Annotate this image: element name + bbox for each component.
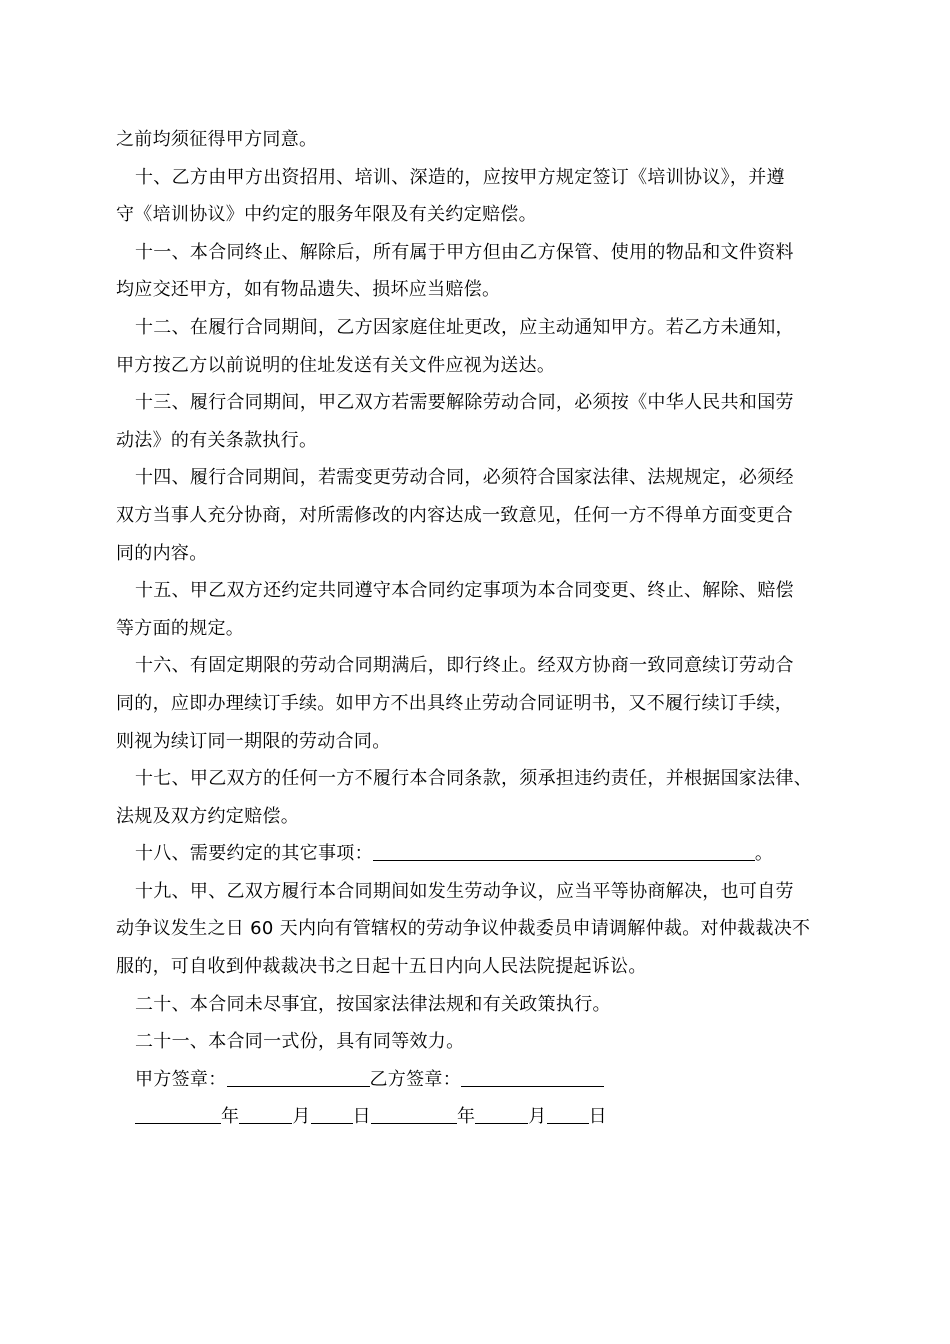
- clause-15-line-1: 十五、甲乙双方还约定共同遵守本合同约定事项为本合同变更、终止、解除、赔偿: [135, 580, 794, 602]
- month-label: 月: [292, 1106, 311, 1128]
- clause-19-line-1: 十九、甲、乙双方履行本合同期间如发生劳动争议，应当平等协商解决，也可自劳: [135, 880, 794, 902]
- clause-19-line-2: 动争议发生之日 60 天内向有管辖权的劳动争议仲裁委员申请调解仲裁。对仲裁裁决不: [116, 918, 811, 940]
- clause-10-line-2: 守《培训协议》中约定的服务年限及有关约定赔偿。: [116, 204, 537, 226]
- party-a-signature-blank[interactable]: [227, 1062, 370, 1087]
- contract-body: [116, 121, 836, 1136]
- party-a-month-blank[interactable]: [239, 1099, 292, 1124]
- clause-16-line-3: 则视为续订同一期限的劳动合同。: [116, 730, 391, 752]
- clause-12-line-2: 甲方按乙方以前说明的住址发送有关文件应视为送达。: [116, 354, 556, 376]
- month-label: 月: [528, 1106, 547, 1128]
- clause-10-line-1: 十、乙方由甲方出资招用、培训、深造的，应按甲方规定签订《培训协议》，并遵: [135, 166, 785, 188]
- party-b-signature-label: 乙方签章：: [369, 1068, 461, 1090]
- clause-20-line: 二十、本合同未尽事宜，按国家法律法规和有关政策执行。: [135, 993, 611, 1015]
- clause-21-line: 二十一、本合同一式份，具有同等效力。: [135, 1031, 465, 1053]
- clause-17-line-2: 法规及双方约定赔偿。: [116, 805, 299, 827]
- clause-14-line-2: 双方当事人充分协商，对所需修改的内容达成一致意见，任何一方不得单方面变更合: [116, 504, 794, 526]
- clause-13-line-1: 十三、履行合同期间，甲乙双方若需要解除劳动合同，必须按《中华人民共和国劳: [135, 392, 794, 414]
- day-label: 日: [352, 1106, 371, 1128]
- body-line: 之前均须征得甲方同意。: [116, 129, 318, 150]
- clause-19-line-3: 服的，可自收到仲裁裁决书之日起十五日内向人民法院提起诉讼。: [116, 956, 647, 978]
- clause-17-line-1: 十七、甲乙双方的任何一方不履行本合同条款，须承担违约责任，并根据国家法律、: [135, 768, 813, 790]
- party-a-year-blank[interactable]: [135, 1099, 221, 1124]
- party-a-signature-label: 甲方签章：: [135, 1068, 227, 1090]
- clause-11-line-2: 均应交还甲方，如有物品遗失、损坏应当赔偿。: [116, 279, 501, 301]
- clause-14-line-1: 十四、履行合同期间，若需变更劳动合同，必须符合国家法律、法规规定，必须经: [135, 467, 794, 489]
- clause-12-line-1: 十二、在履行合同期间，乙方因家庭住址更改，应主动通知甲方。若乙方未通知，: [135, 316, 794, 338]
- party-b-month-blank[interactable]: [475, 1099, 528, 1124]
- other-matters-blank-field[interactable]: [373, 836, 755, 861]
- signature-line: [116, 1061, 836, 1099]
- party-b-signature-blank[interactable]: [461, 1062, 604, 1087]
- day-label: 日: [588, 1106, 607, 1128]
- date-line: [116, 1098, 836, 1136]
- clause-18-label: 十八、需要约定的其它事项：: [135, 843, 373, 865]
- clause-15-line-2: 等方面的规定。: [116, 617, 245, 639]
- clause-13-line-2: 动法》的有关条款执行。: [116, 429, 318, 451]
- year-label: 年: [221, 1106, 240, 1128]
- clause-16-line-1: 十六、有固定期限的劳动合同期满后，即行终止。经双方协商一致同意续订劳动合: [135, 655, 794, 677]
- party-a-day-blank[interactable]: [311, 1099, 353, 1124]
- clause-18-end: 。: [754, 843, 774, 865]
- clause-16-line-2: 同的，应即办理续订手续。如甲方不出具终止劳动合同证明书，又不履行续订手续，: [116, 692, 794, 714]
- year-label: 年: [456, 1106, 476, 1128]
- clause-14-line-3: 同的内容。: [116, 542, 208, 564]
- clause-11-line-1: 十一、本合同终止、解除后，所有属于甲方但由乙方保管、使用的物品和文件资料: [135, 241, 794, 263]
- party-b-day-blank[interactable]: [547, 1099, 589, 1124]
- clause-18-line: [116, 835, 836, 873]
- party-b-year-blank[interactable]: [371, 1099, 457, 1124]
